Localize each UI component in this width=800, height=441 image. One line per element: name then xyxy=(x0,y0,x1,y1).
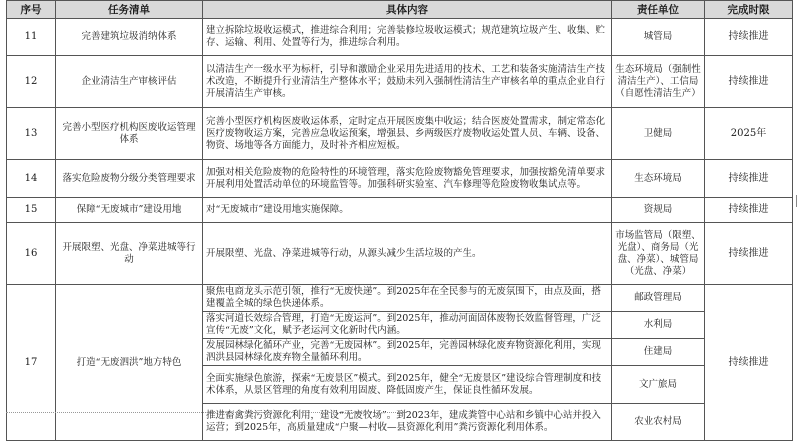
header-num: 序号 xyxy=(7,1,56,19)
deadline: 持续推进 xyxy=(705,223,793,285)
task-name: 企业清洁生产审核评估 xyxy=(56,56,203,108)
header-unit: 责任单位 xyxy=(612,1,705,19)
deadline: 持续推进 xyxy=(705,198,793,223)
task-table xyxy=(6,0,793,441)
responsible-unit: 邮政管理局 xyxy=(612,285,705,312)
deadline: 持续推进 xyxy=(705,285,793,441)
responsible-unit: 生态环境局 xyxy=(612,160,705,198)
row-number: 15 xyxy=(7,198,56,223)
responsible-unit: 资规局 xyxy=(612,198,705,223)
table-header-row xyxy=(7,1,793,19)
table-row xyxy=(7,19,793,56)
responsible-unit: 水利局 xyxy=(612,312,705,339)
deadline: 持续推进 xyxy=(705,19,793,56)
footer-divider xyxy=(6,412,406,414)
header-task: 任务清单 xyxy=(56,1,203,19)
task-content: 聚焦电商龙头示范引领，推行“无废快递”。到2025年在全民参与的无废氛围下，由点及面，搭建覆盖全城的绿色快递体系。 xyxy=(203,285,612,312)
deadline: 持续推进 xyxy=(705,56,793,108)
task-content: 落实河道长效综合管理，打造“无废运河”。到2025年，推动河面固体废物长效监督管理，广泛宣传“无废”文化，赋予老运河文化新时代内涵。 xyxy=(203,312,612,339)
task-content: 建立拆除垃圾收运模式，推进综合利用；完善装修垃圾收运模式；规范建筑垃圾产生、收集、贮存、运输、利用、处置等行为，推进综合利用。 xyxy=(203,19,612,56)
task-name: 完善建筑垃圾消纳体系 xyxy=(56,19,203,56)
header-time: 完成时限 xyxy=(705,1,793,19)
task-content: 以清洁生产一级水平为标杆，引导和激励企业采用先进适用的技术、工艺和装备实施清洁生产技术改造，不断提升行业清洁生产整体水平；鼓励未列入强制性清洁生产审核名单的重点企业自行开展清洁生产审核。 xyxy=(203,56,612,108)
row-number: 12 xyxy=(7,56,56,108)
responsible-unit: 生态环境局（强制性清洁生产）、工信局（自愿性清洁生产） xyxy=(612,56,705,108)
responsible-unit: 农业农村局 xyxy=(612,404,705,441)
page-edge-marker xyxy=(796,195,800,207)
task-content: 加强对相关危险废物的危险特性的环境管理，落实危险废物豁免管理要求，加强按豁免清单要求开展利用处置活动单位的环境监管等。加强科研实验室、汽车修理等危险废物收集试点等。 xyxy=(203,160,612,198)
table-row xyxy=(7,108,793,160)
task-content: 全面实施绿色旅游，探索“无废景区”模式。到2025年，健全“无废景区”建设综合管理制度和技术体系，从景区管理的角度有效利用固废、降低固废产生，保证良性循环发展。 xyxy=(203,366,612,404)
row-number: 11 xyxy=(7,19,56,56)
table-row xyxy=(7,160,793,198)
task-content: 完善小型医疗机构医废收运体系，定时定点开展医废集中收运；结合医废处置需求，制定常态化医疗废物收运方案，完善应急收运预案，增强县、乡两级医疗废物收运处置人员、车辆、设备、物资、场地等各方面能力，及时补齐相应短板。 xyxy=(203,108,612,160)
header-content: 具体内容 xyxy=(203,1,612,19)
row-number: 16 xyxy=(7,223,56,285)
row-number: 14 xyxy=(7,160,56,198)
responsible-unit: 市场监管局（限塑、光盘）、商务局（光盘、净菜）、城管局（光盘、净菜） xyxy=(612,223,705,285)
responsible-unit: 住建局 xyxy=(612,339,705,366)
table-row xyxy=(7,223,793,285)
task-content: 对“无废城市”建设用地实施保障。 xyxy=(203,198,612,223)
task-content: 推进畜禽粪污资源化利用，建设“无废牧场”。到2023年，建成粪管中心站和乡镇中心站并投入运营；到2025年，高质量建成“户聚—村收—县资源化利用”粪污资源化利用体系。 xyxy=(203,404,612,441)
task-name: 打造“无废泗洪”地方特色 xyxy=(56,285,203,441)
row-number: 17 xyxy=(7,285,56,441)
responsible-unit: 文广旅局 xyxy=(612,366,705,404)
table-row xyxy=(7,56,793,108)
row-number: 13 xyxy=(7,108,56,160)
task-name: 保障“无废城市”建设用地 xyxy=(56,198,203,223)
table-row xyxy=(7,198,793,223)
deadline: 2025年 xyxy=(705,108,793,160)
table-row xyxy=(7,285,793,312)
task-content: 开展限塑、光盘、净菜进城等行动，从源头减少生活垃圾的产生。 xyxy=(203,223,612,285)
task-content: 发展园林绿化循环产业，完善“无废园林”。到2025年，完善园林绿化废弃物资源化利用，实现泗洪县园林绿化废弃物全量循环利用。 xyxy=(203,339,612,366)
task-name: 落实危险废物分级分类管理要求 xyxy=(56,160,203,198)
responsible-unit: 卫健局 xyxy=(612,108,705,160)
task-name: 开展限塑、光盘、净菜进城等行动 xyxy=(56,223,203,285)
task-name: 完善小型医疗机构医废收运管理体系 xyxy=(56,108,203,160)
responsible-unit: 城管局 xyxy=(612,19,705,56)
deadline: 持续推进 xyxy=(705,160,793,198)
